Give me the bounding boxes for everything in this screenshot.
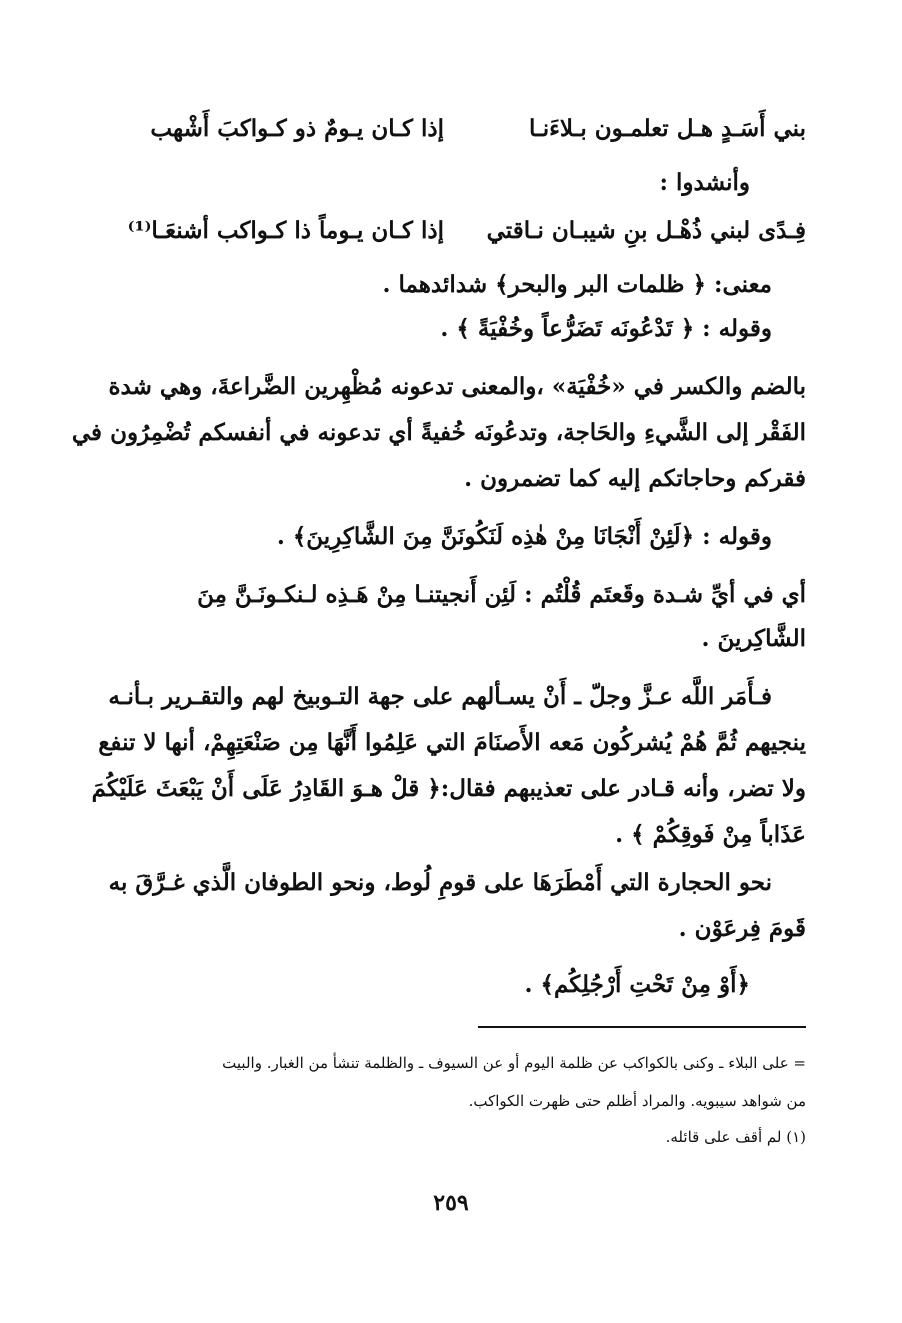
body-line-5: فقركم وحاجاتكم إليه كما تضمرون . — [464, 465, 806, 492]
body-line-1: معنى: ﴿ ظلمات البر والبحر﴾ شدائدهما . — [382, 271, 772, 298]
body-line-4: الفَقْر إلى الشَّيءِ والحَاجة، وتدعُونَه خُفيةً أي تدعونه في أنفسكم تُضْمِرُون في — [71, 419, 806, 446]
body-line-8: الشَّاكِرينَ . — [701, 625, 806, 652]
verse1-right-hemistich: بني أَسَـدٍ هـل تعلمـون بـلاءَنـا — [528, 115, 806, 142]
page-number: ٢٥٩ — [433, 1190, 469, 1216]
body-line-10: ينجيهم ثُمَّ هُمْ يُشركُون مَعه الأَصنَامَ التي عَلِمُوا أَنَّهَا مِن صَنْعَتِهِمْ، أنها لا تنفع — [98, 729, 806, 756]
body-line-11: ولا تضر، وأنه قـادر على تعذيبهم فقال:﴿ قلْ هـوَ القَادِرُ عَلَى أَنْ يَبْعَثَ عَلَيْكُمَ — [91, 775, 806, 802]
footnote-line-2: من شواهد سيبويه. والمراد أظلم حتى ظهرت الكواكب. — [468, 1092, 806, 1110]
body-line-15: ﴿أَوْ مِنْ تَحْتِ أَرْجُلِكُم﴾ . — [524, 971, 750, 998]
footnote-separator — [478, 1026, 806, 1028]
body-line-13: نحو الحجارة التي أَمْطَرَهَا على قومِ لُوط، ونحو الطوفان الَّذي غـرَّقَ به — [108, 869, 772, 896]
body-line-7: أي في أيِّ شـدة وقَعتَم قُلْتُم : لَئِن أَنجيتنـا مِنْ هَـذِه لـنكـونَـنَّ مِنَ — [197, 581, 806, 608]
verse2-left-hemistich: إذا كـان يـوماً ذا كـواكب أشنعَـا⁽¹⁾ — [127, 217, 444, 244]
body-line-14: قَومَ فِرعَوْن . — [678, 915, 806, 942]
intro-line: وأنشدوا : — [659, 169, 750, 196]
body-line-6: وقوله : ﴿لَئِنْ أَنْجَانَا مِنْ هٰذِه لَنَكُونَنَّ مِنَ الشَّاكِرِينَ﴾ . — [276, 523, 772, 550]
body-line-12: عَذَاباً مِنْ فَوقِكُمْ ﴾ . — [615, 821, 806, 848]
verse2-right-hemistich: فِـدًى لبني ذُهْـل بنِ شيبـان نـاقتي — [486, 217, 806, 244]
body-line-2: وقوله : ﴿ تَدْعُونَه تَضَرُّعاً وخُفْيَةً ﴾ . — [440, 315, 772, 342]
verse1-left-hemistich: إذا كـان يـومٌ ذو كـواكبَ أَشْهب — [150, 115, 444, 142]
footnote-line-1: = على البلاء ـ وكنى بالكواكب عن ظلمة اليوم أو عن السيوف ـ والظلمة تنشأ من الغبار. والبيت — [222, 1054, 806, 1072]
footnote-line-3: (١) لم أقف على قائله. — [665, 1128, 806, 1146]
body-line-9: فـأَمَر اللَّه عـزَّ وجلّ ـ أَنْ يسـألهم على جهة التـوبيخ لهم والتقـرير بـأنـه — [108, 683, 772, 710]
body-line-3: بالضم والكسر في «خُفْيَة» ،والمعنى تدعونه مُظْهِرين الضَّراعةَ، وهي شدة — [108, 373, 806, 400]
